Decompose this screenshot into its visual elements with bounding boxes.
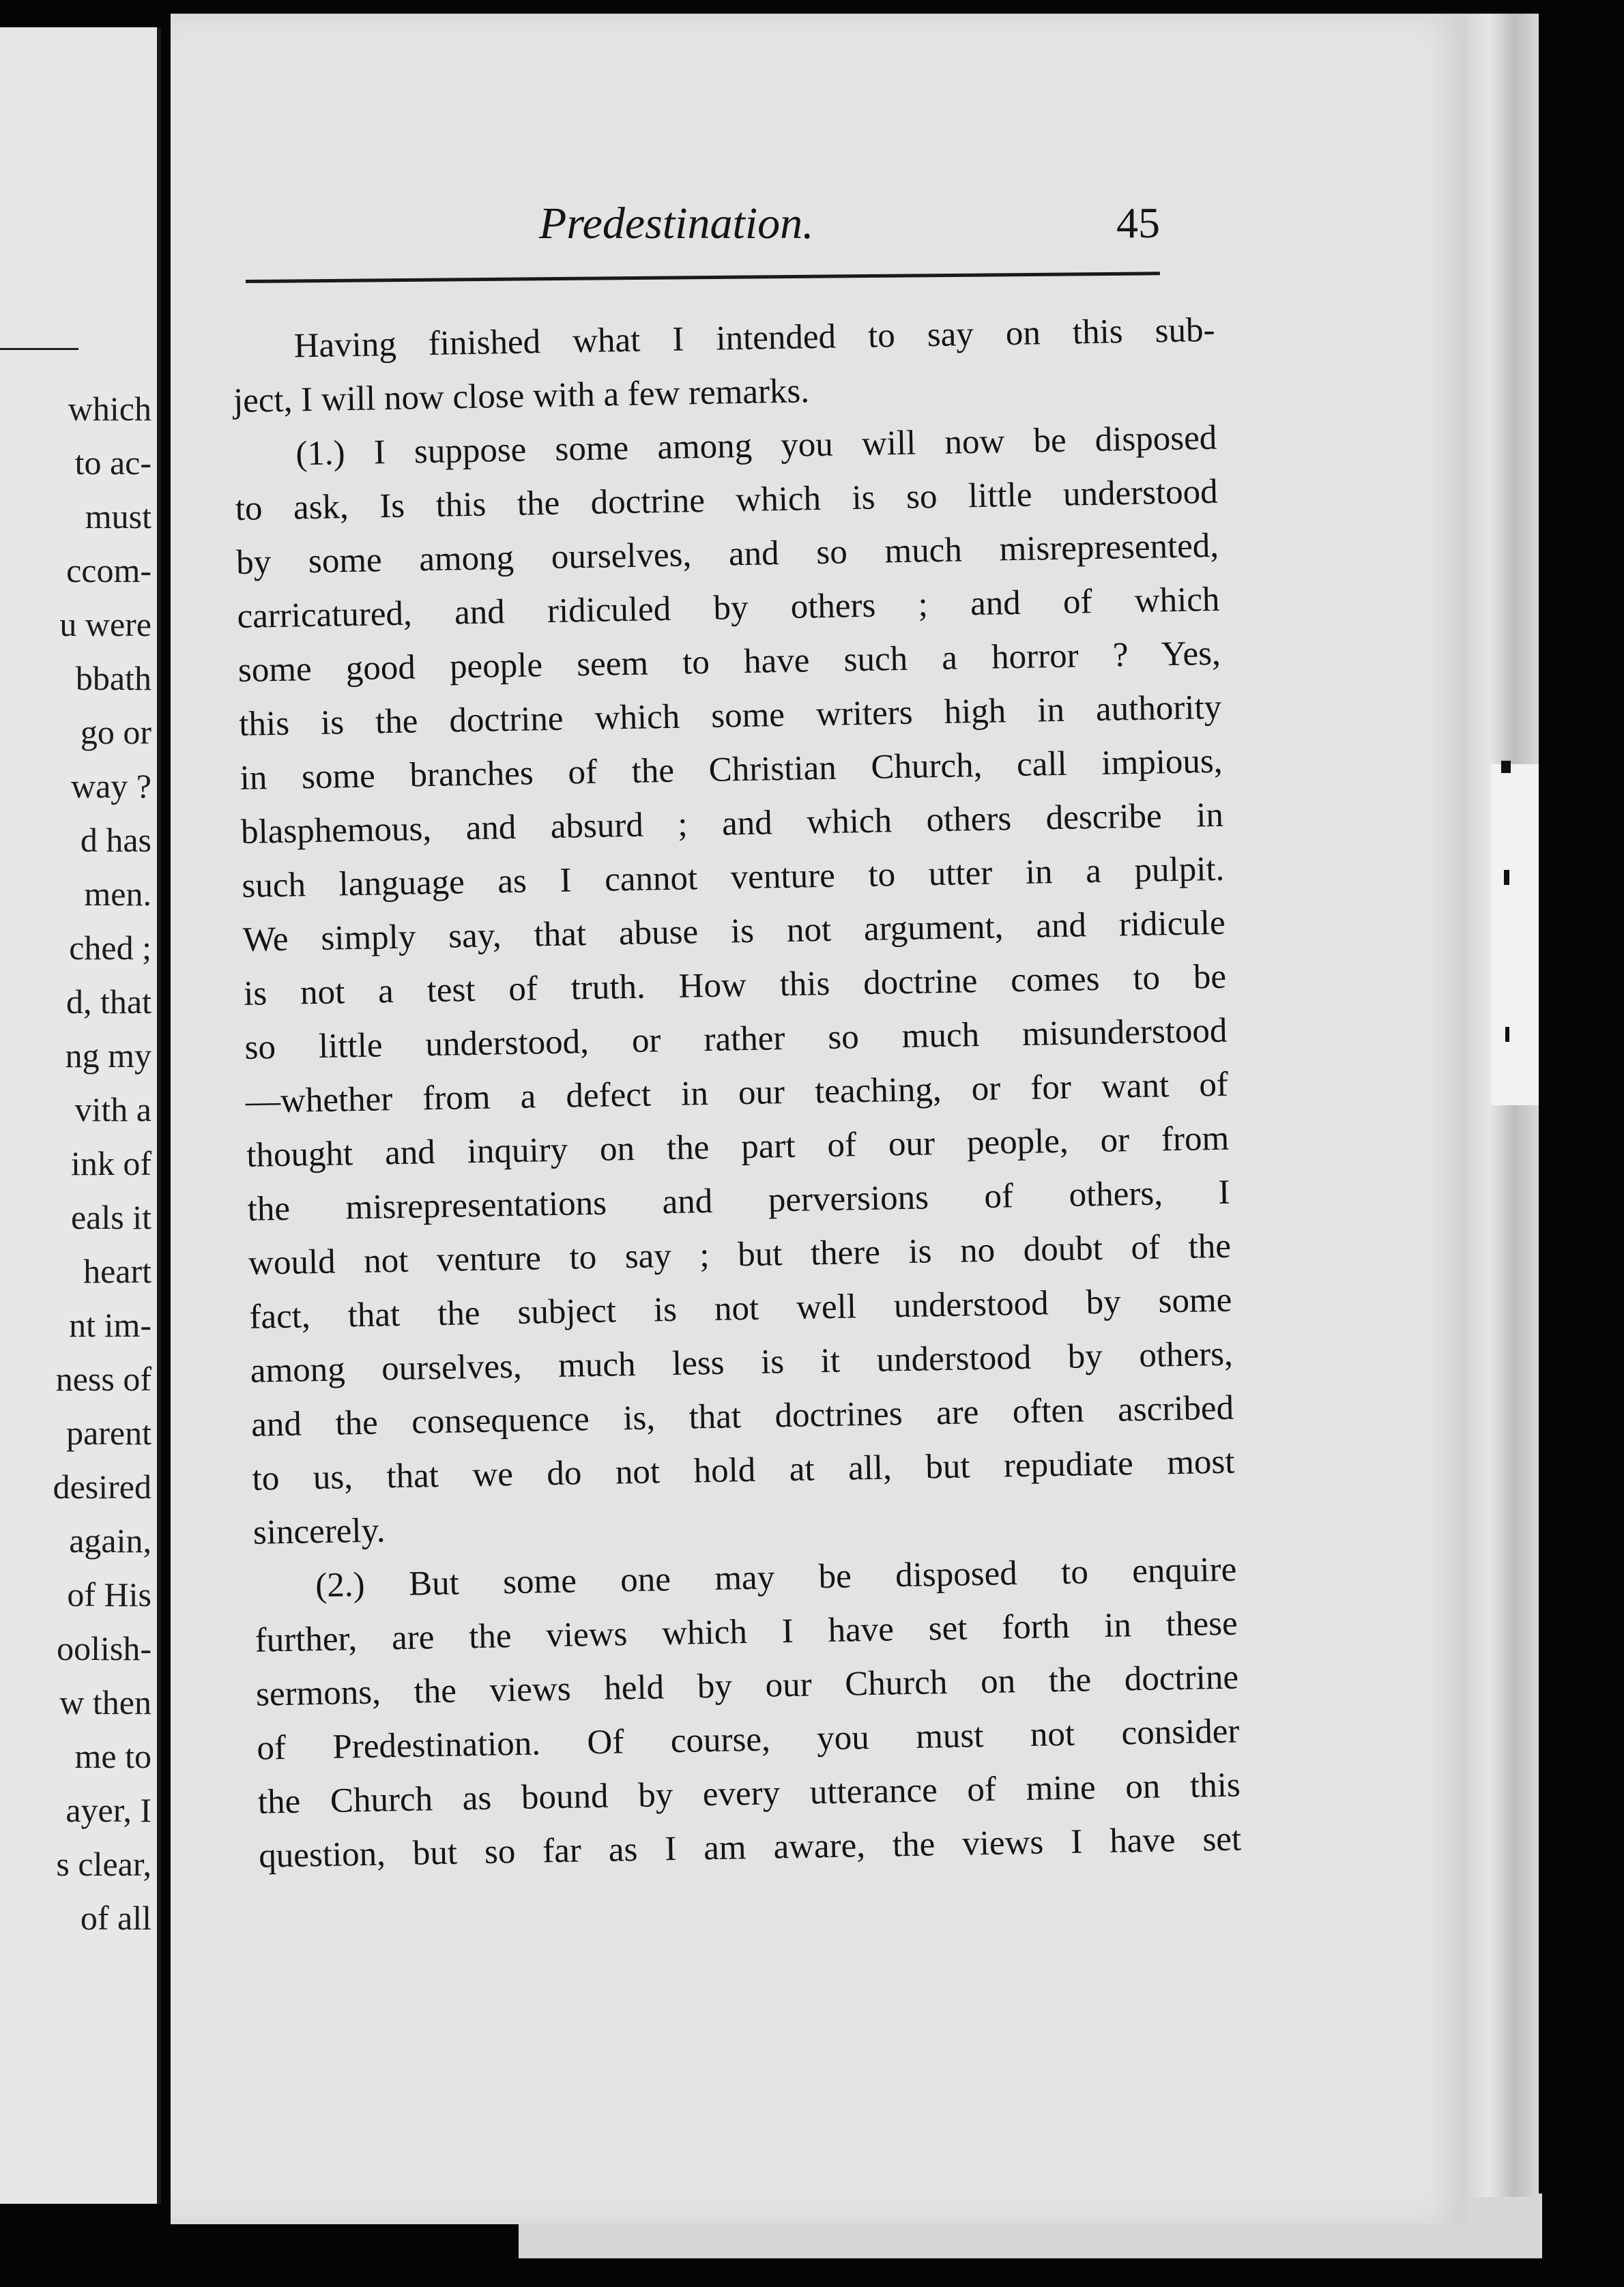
text-line: We simply say, that abuse is not argument, and ridicule <box>242 903 1226 959</box>
text-line: (2.) But some one may be disposed to enquire <box>315 1550 1237 1605</box>
text-line: among ourselves, much less is it understood by others, <box>250 1335 1234 1390</box>
text-line: by some among ourselves, and so much misrepresented, <box>235 526 1219 582</box>
text-line: (1.) I suppose some among you will now be disposed <box>295 418 1217 474</box>
text-line: carricatured, and ridiculed by others ; and of which <box>237 580 1220 636</box>
running-title: Predestination. <box>539 199 814 248</box>
facing-page-line: parent <box>66 1414 151 1452</box>
facing-page-line: of all <box>80 1899 151 1937</box>
facing-page-line: must <box>85 497 151 536</box>
facing-page-line: ness of <box>55 1360 151 1398</box>
facing-page-line: oolish- <box>57 1629 151 1667</box>
facing-page-line: ched ; <box>69 929 151 967</box>
facing-page-line: d has <box>80 821 151 859</box>
text-line: such language as I cannot venture to utter in a pulpit. <box>241 849 1225 905</box>
text-line: is not a test of truth. How this doctrine comes to be <box>243 957 1227 1013</box>
facing-page-line: vith a <box>74 1090 151 1128</box>
page-stack-edge <box>1457 14 1539 2197</box>
text-line: —whether from a defect in our teaching, or for want of <box>245 1065 1229 1121</box>
facing-page-fragment <box>0 27 161 2204</box>
facing-page-line: bbath <box>75 659 151 697</box>
facing-page-line: s clear, <box>56 1845 151 1883</box>
facing-page-line: which <box>68 390 151 428</box>
facing-page-line: me to <box>74 1737 151 1775</box>
text-line: of Predestination. Of course, you must not consider <box>257 1712 1240 1768</box>
text-line: to us, that we do not hold at all, but repudiate most <box>252 1442 1235 1498</box>
text-line: the misrepresentations and perversions of others, I <box>247 1173 1231 1229</box>
facing-page-text <box>53 382 151 1945</box>
facing-page-line: ayer, I <box>66 1791 151 1829</box>
text-line: to ask, Is this the doctrine which is so little understood <box>235 472 1219 528</box>
facing-page-line: u were <box>59 605 151 643</box>
page-number: 45 <box>1116 199 1160 247</box>
text-line: in some branches of the Christian Church, call impious, <box>240 742 1223 798</box>
text-line: further, are the views which I have set forth in these <box>255 1604 1238 1660</box>
facing-page-line: to ac- <box>74 443 151 482</box>
facing-page-line: desired <box>53 1468 151 1506</box>
text-line: thought and inquiry on the part of our people, or from <box>246 1119 1230 1175</box>
page-edge-highlight <box>1491 764 1539 1105</box>
facing-page-line: heart <box>83 1252 151 1290</box>
text-line: blasphemous, and absurd ; and which others describe in <box>240 796 1224 851</box>
facing-page-line: go or <box>80 713 151 751</box>
facing-page-line: w then <box>59 1683 151 1721</box>
facing-page-line: ccom- <box>66 551 151 589</box>
edge-mark <box>1505 1027 1509 1042</box>
facing-page-line: men. <box>84 875 151 913</box>
text-line: fact, that the subject is not well understood by some <box>249 1281 1232 1337</box>
text-line: some good people seem to have such a horror ? Yes, <box>237 634 1221 690</box>
text-line: sermons, the views held by our Church on the doctrine <box>255 1658 1239 1714</box>
edge-mark <box>1501 761 1511 773</box>
text-line: and the consequence is, that doctrines are often ascribed <box>250 1388 1234 1444</box>
facing-page-line: d, that <box>66 982 151 1021</box>
text-line: ject, I will now close with a few remarks. <box>233 372 810 420</box>
facing-page-line: way ? <box>71 767 151 805</box>
facing-page-line: of His <box>67 1575 151 1614</box>
text-line: the Church as bound by every utterance of mine on this <box>257 1766 1241 1822</box>
text-line: question, but so far as I am aware, the views I have set <box>258 1820 1242 1876</box>
facing-page-line: ng my <box>65 1036 151 1075</box>
text-line: Having finished what I intended to say on this sub- <box>293 310 1215 366</box>
running-header <box>539 198 1160 252</box>
text-line: so little understood, or rather so much misunderstood <box>244 1011 1228 1067</box>
facing-page-line: eals it <box>70 1198 151 1236</box>
text-line: sincerely. <box>252 1511 386 1552</box>
text-line: would not venture to say ; but there is no doubt of the <box>248 1227 1232 1283</box>
body-text <box>232 304 1242 1884</box>
edge-mark <box>1504 870 1509 885</box>
facing-page-line: nt im- <box>69 1306 151 1344</box>
facing-page-rule <box>0 348 78 350</box>
text-line: this is the doctrine which some writers high in authority <box>238 688 1222 744</box>
facing-page-line: ink of <box>70 1144 151 1182</box>
facing-page-line: again, <box>69 1521 151 1560</box>
